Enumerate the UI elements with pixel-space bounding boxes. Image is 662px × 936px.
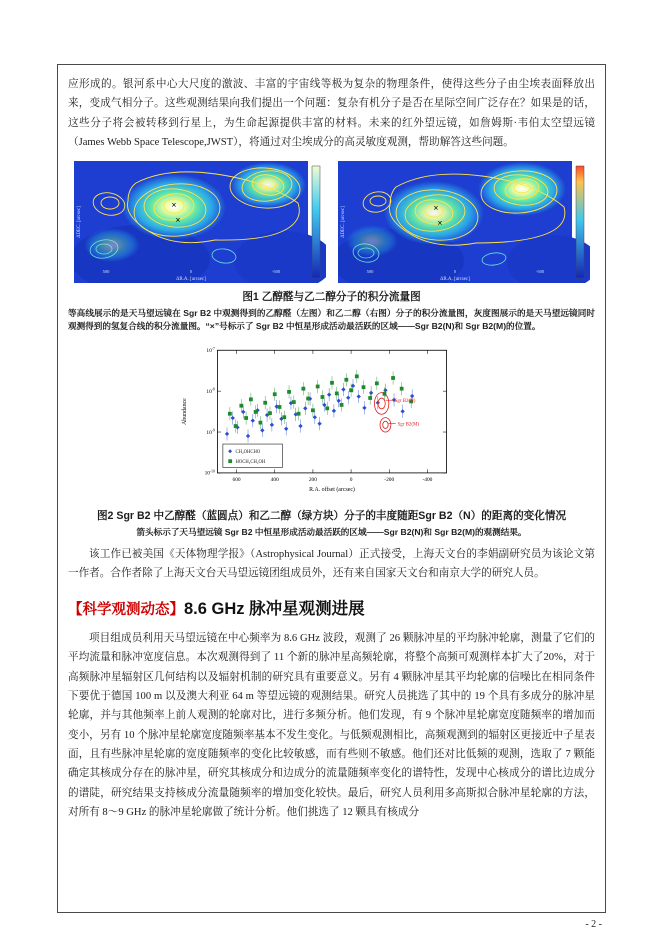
x-tick: -500 — [535, 269, 544, 275]
svg-text:Sgr B2(M): Sgr B2(M) — [397, 422, 419, 428]
page-content-frame — [57, 64, 606, 913]
section-title: 8.6 GHz 脉冲星观测进展 — [184, 600, 365, 619]
figure1-right-map — [338, 161, 590, 283]
page-number: - 2 - — [585, 919, 602, 930]
paragraph-acceptance: 该工作已被美国《天体物理学报》（Astrophysical Journal）正式接受，上海天文台的李娟副研究员为该论文第一作者。合作者除了上海天文台天马望远镜团组成员外，还有来自国家天文台和南京大学的研究人员。 — [68, 548, 595, 579]
x-tick: 500 — [366, 269, 373, 275]
svg-text:-200: -200 — [383, 476, 394, 483]
sgrb2m-marker: × — [174, 215, 181, 226]
svg-text:HOCH₂CH₂OH: HOCH₂CH₂OH — [235, 459, 265, 465]
x-tick: 500 — [102, 269, 109, 275]
figure1-images — [68, 161, 595, 283]
colorbar — [312, 166, 320, 278]
colorbar — [576, 166, 584, 278]
svg-text:CH₂OHCHO: CH₂OHCHO — [235, 449, 260, 455]
svg-text:10-9: $10^{-9}$ — [205, 428, 215, 436]
svg-text:600: 600 — [232, 476, 241, 483]
y-axis-label: ΔDEC. [arcsec] — [76, 206, 82, 238]
x-axis-label: ΔR.A. [arcsec] — [175, 277, 206, 283]
svg-text:Sgr B2(N): Sgr B2(N) — [394, 398, 415, 404]
radio-map-image — [74, 161, 326, 283]
x-tick: -500 — [271, 269, 280, 275]
svg-text:10-8: $10^{-8}$ — [205, 387, 215, 395]
svg-text:400: 400 — [270, 476, 279, 483]
figure1-left-map — [74, 161, 326, 283]
svg-text:-400: -400 — [421, 476, 432, 483]
figure1-note: 等高线展示的是天马望远镜在 Sgr B2 中观测得到的乙醇醛（左图）和乙二醇（右图）分子的积分流量图，灰度图展示的是天马望远镜同时观测得到的氢复合线的积分流量图。“×”号标示了 Sgr B2 中恒星形成活动最活跃的区域——Sgr B2(N)和 Sgr B2(M)的位置。 — [68, 308, 595, 331]
y-axis-label: ΔDEC. [arcsec] — [340, 206, 346, 238]
figure2-chart — [68, 341, 595, 502]
svg-text:0: 0 — [349, 476, 352, 483]
svg-text:R.A. offset (arcsec): R.A. offset (arcsec) — [308, 486, 355, 493]
figure2-note: 箭头标示了天马望远镜 Sgr B2 中恒星形成活动最活跃的区域——Sgr B2(N)和 Sgr B2(M)的观测结果。 — [136, 526, 527, 537]
figure2-caption: 图2 Sgr B2 中乙醇醛（蓝圆点）和乙二醇（绿方块）分子的丰度随距Sgr B2（N）的距离的变化情况 — [96, 509, 567, 522]
sgrb2m-marker: × — [436, 218, 443, 229]
svg-text:10-7: $10^{-7}$ — [205, 346, 215, 354]
paragraph-intro: 应形成的。银河系中心大尺度的激波、丰富的宇宙线等极为复杂的物理条件，使得这些分子由尘埃表面释放出来，变成气相分子。这些观测结果向我们提出一个问题：复杂有机分子是否在星际空间广泛存在？如果是的话，这些分子将会被转移到行星上，为生命起源提供丰富的材料。未来的红外望远镜，如詹姆斯·韦伯太空望远镜（James Webb Space Telescope,JWST），将通过对尘埃成分的高灵敏度观测，帮助解答这些问题。 — [68, 79, 595, 148]
radio-map-image — [338, 161, 590, 283]
paragraph-pulsar: 项目组成员利用天马望远镜在中心频率为 8.6 GHz 波段，观测了 26 颗脉冲星的平均脉冲轮廓，测量了它们的平均流量和脉冲宽度信息。本次观测得到了 11 个新的脉冲星高频轮廓，将整个高频可观测样本扩大了20%，对于高频脉冲星辐射区几何结构以及辐射机制的研究具有重要意义。另有 4 颗脉冲星其平均轮廓的信噪比在相同条件下要优于德国 100 m 以及澳大利亚 64 m 等望远镜的观测结果。研究人员挑选了其中的 19 个具有多成分的脉冲星轮廓，并与其他频率上前人观测的轮廓对比，进行多频分析。他们发现，有 9 个脉冲星轮廓宽度随频率的增加而变小，另有 10 个脉冲星轮廓宽度随频率基本不发生变化。与低频观测相比，高频观测到的辐射区更接近中子星表面，且有些脉冲星轮廓的宽度随频率的变化比较敏感，而有些则不敏感。他们还对比低频的观测，选取了 7 颗能确定其核成分存在的脉冲星，研究其核成分和边成分的流量随频率变化的谱特性，发现中心核成分的谱比边成分的谱陡，研究结果支持核成分流量随频率的增加变化较快。最后，研究人员利用多高斯拟合脉冲星轮廓的方法，对所有 8～9 GHz 的脉冲星轮廓做了统计分析。他们挑选了 12 颗具有核成分 — [68, 633, 595, 818]
svg-text:Abundance: Abundance — [181, 398, 188, 425]
sgrb2n-marker: × — [170, 200, 177, 211]
figure1-caption: 图1 乙醇醛与乙二醇分子的积分流量图 — [242, 291, 421, 304]
figure2-scatter-plot — [176, 341, 488, 502]
x-tick: 0 — [453, 269, 456, 275]
svg-text:10-10: $10^{-10}$ — [204, 469, 215, 477]
x-axis-label: ΔR.A. [arcsec] — [439, 277, 470, 283]
svg-text:200: 200 — [308, 476, 317, 483]
section-tag: 【科学观测动态】 — [68, 602, 184, 619]
sgrb2n-marker: × — [432, 203, 439, 214]
x-tick: 0 — [189, 269, 192, 275]
section-heading — [68, 596, 595, 621]
